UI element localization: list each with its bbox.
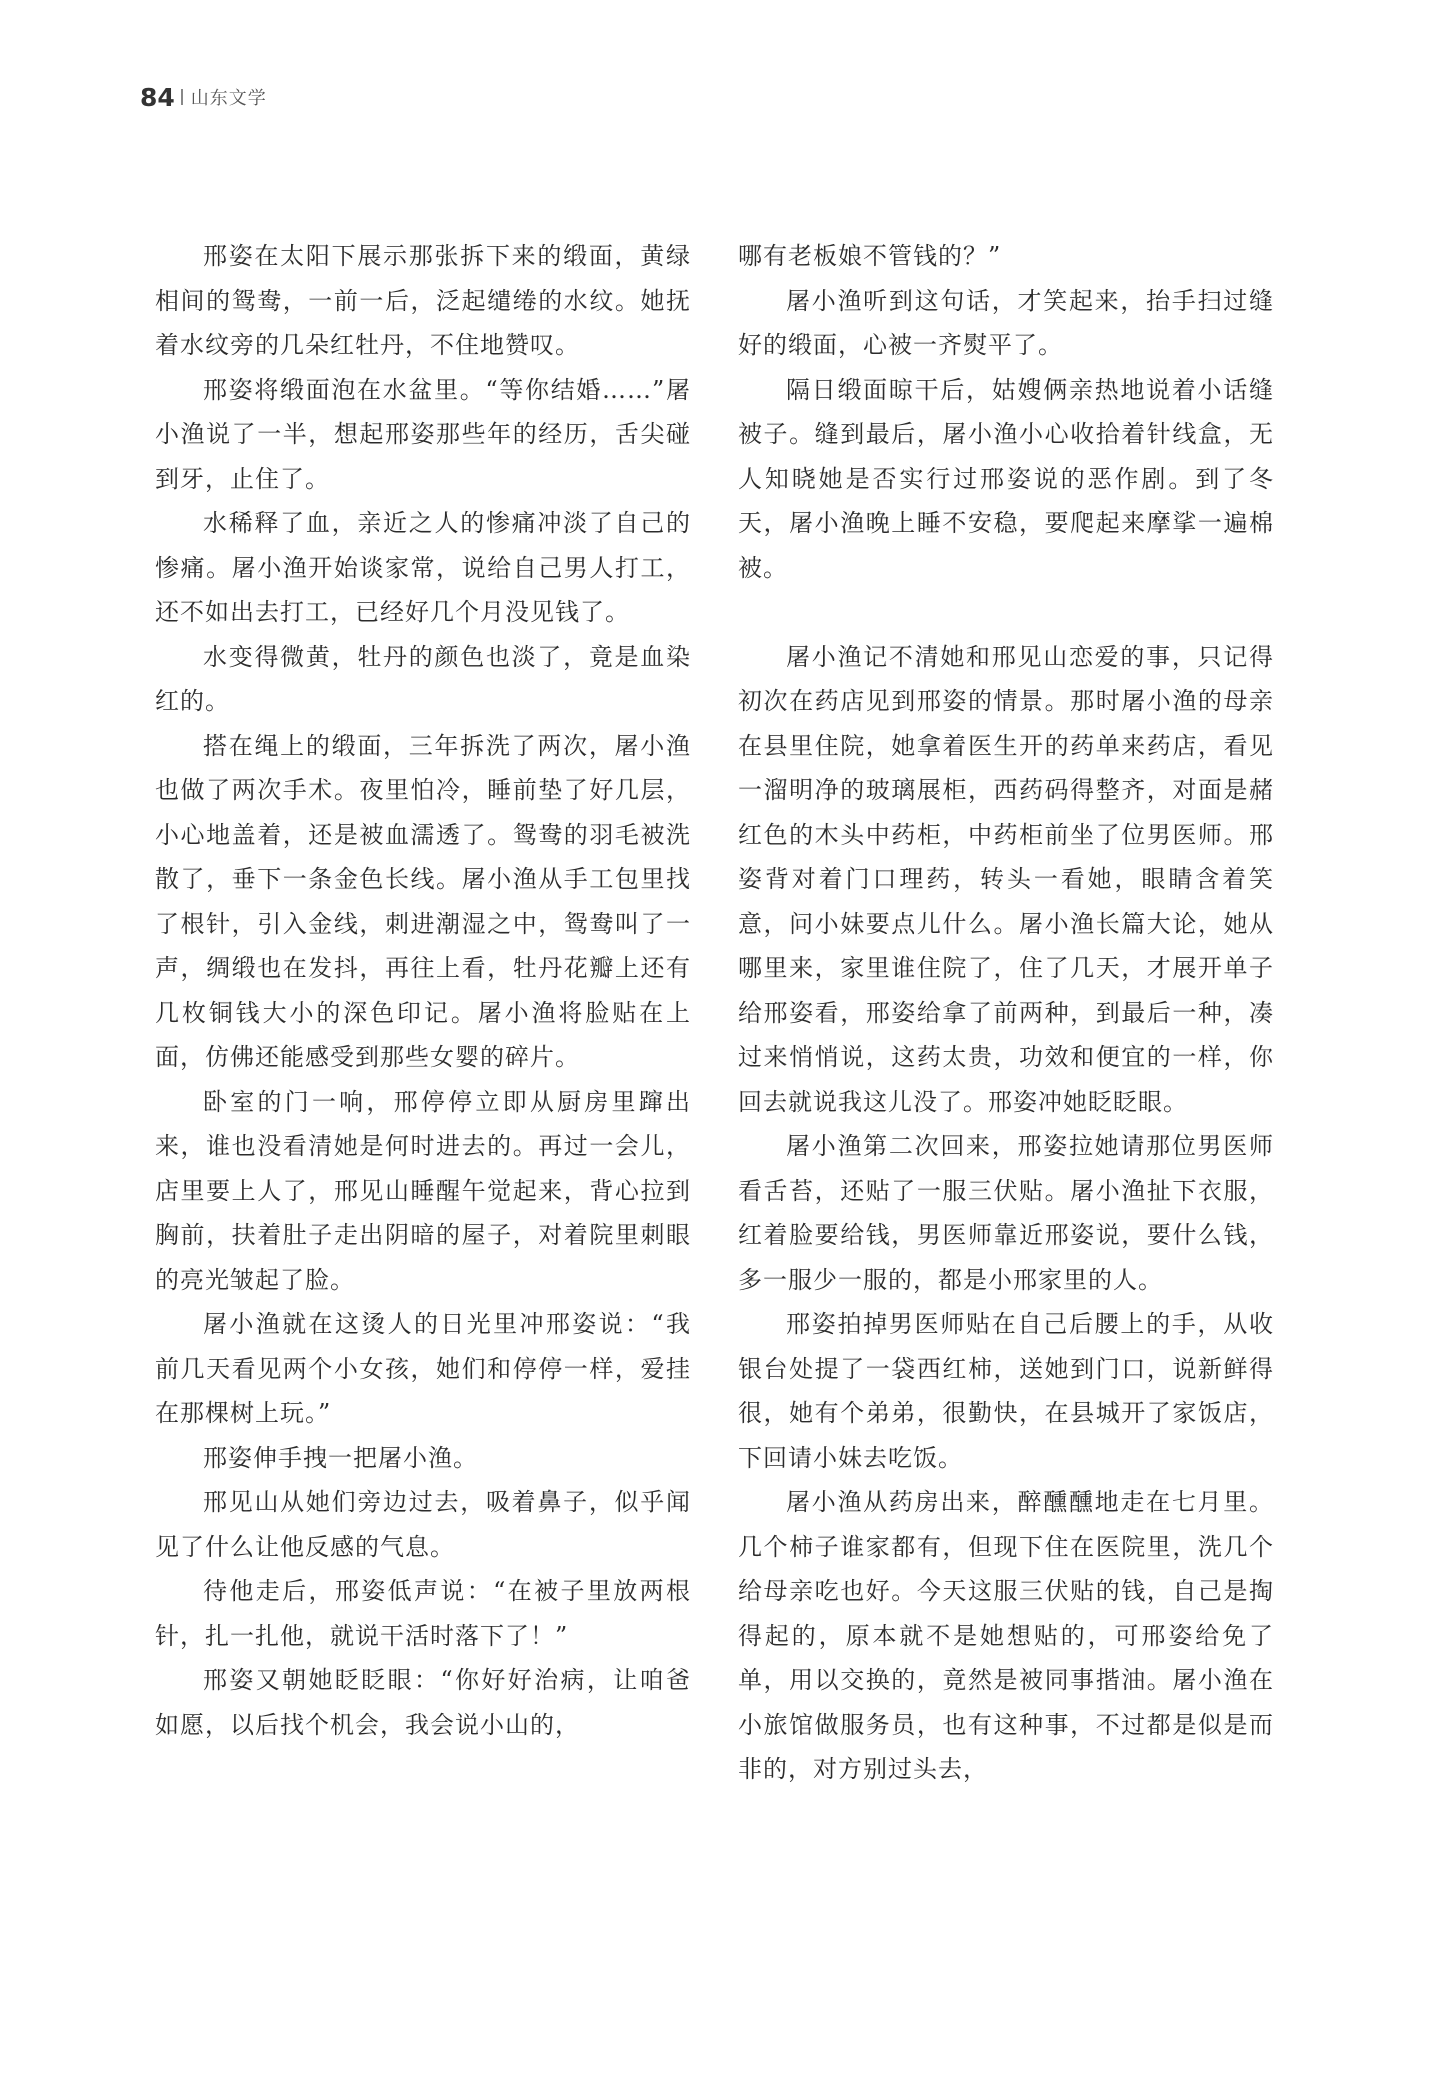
paragraph: 邢姿在太阳下展示那张拆下来的缎面，黄绿相间的鸳鸯，一前一后，泛起缱绻的水纹。她抚着水纹旁的几朵红牡丹，不住地赞叹。 [155,242,691,359]
paragraph: 隔日缎面晾干后，姑嫂俩亲热地说着小话缝被子。缝到最后，屠小渔小心收拾着针线盒，无人知晓她是否实行过邢姿说的恶作剧。到了冬天，屠小渔晚上睡不安稳，要爬起来摩挲一遍棉被。 [738,375,1274,582]
running-header [140,82,267,112]
paragraph: 屠小渔从药房出来，醉醺醺地走在七月里。几个柿子谁家都有，但现下住在医院里，洗几个给母亲吃也好。今天这服三伏贴的钱，自己是掏得起的，原本就不是她想贴的，可邢姿给免了单，用以交换的，竟然是被同事揩油。屠小渔在小旅馆做服务员，也有这种事，不过都是似是而非的，对方别过头去， [738,1488,1274,1783]
paragraph: 水变得微黄，牡丹的颜色也淡了，竟是血染红的。 [155,642,691,715]
page-number: 84 [140,82,175,112]
right-text-column [738,234,1274,1792]
paragraph: 邢姿伸手拽一把屠小渔。 [203,1443,478,1472]
paragraph: 屠小渔就在这烫人的日光里冲邢姿说：“我前几天看见两个小女孩，她们和停停一样，爱挂在那棵树上玩。” [155,1310,691,1427]
paragraph: 邢姿拍掉男医师贴在自己后腰上的手，从收银台处提了一袋西红柿，送她到门口，说新鲜得很，她有个弟弟，很勤快，在县城开了家饭店，下回请小妹去吃饭。 [738,1310,1274,1472]
section-break [738,590,1274,635]
paragraph: 邢姿将缎面泡在水盆里。“等你结婚……”屠小渔说了一半，想起邢姿那些年的经历，舌尖碰到牙，止住了。 [155,375,691,493]
paragraph: 邢姿又朝她眨眨眼：“你好好治病，让咱爸如愿，以后找个机会，我会说小山的， [155,1666,691,1739]
paragraph: 屠小渔记不清她和邢见山恋爱的事，只记得初次在药店见到邢姿的情景。那时屠小渔的母亲在县里住院，她拿着医生开的药单来药店，看见一溜明净的玻璃展柜，西药码得整齐，对面是赭红色的木头中药柜，中药柜前坐了位男医师。邢姿背对着门口理药，转头一看她，眼睛含着笑意，问小妹要点儿什么。屠小渔长篇大论，她从哪里来，家里谁住院了，住了几天，才展开单子给邢姿看，邢姿给拿了前两种，到最后一种，凑过来悄悄说，这药太贵，功效和便宜的一样，你回去就说我这儿没了。邢姿冲她眨眨眼。 [738,642,1274,1116]
left-text-column [155,234,691,1747]
paragraph: 搭在绳上的缎面，三年拆洗了两次，屠小渔也做了两次手术。夜里怕冷，睡前垫了好几层，小心地盖着，还是被血濡透了。鸳鸯的羽毛被洗散了，垂下一条金色长线。屠小渔从手工包里找了根针，引入金线，刺进潮湿之中，鸳鸯叫了一声，绸缎也在发抖，再往上看，牡丹花瓣上还有几枚铜钱大小的深色印记。屠小渔将脸贴在上面，仿佛还能感受到那些女婴的碎片。 [155,731,691,1071]
journal-title: 山东文学 [190,88,267,109]
paragraph: 屠小渔第二次回来，邢姿拉她请那位男医师看舌苔，还贴了一服三伏贴。屠小渔扯下衣服，红着脸要给钱，男医师靠近邢姿说，要什么钱，多一服少一服的，都是小邢家里的人。 [738,1132,1274,1294]
paragraph-continued: 哪有老板娘不管钱的？” [738,242,1002,270]
paragraph: 邢见山从她们旁边过去，吸着鼻子，似乎闻见了什么让他反感的气息。 [155,1488,691,1561]
paragraph: 卧室的门一响，邢停停立即从厨房里蹿出来，谁也没看清她是何时进去的。再过一会儿，店里要上人了，邢见山睡醒午觉起来，背心拉到胸前，扶着肚子走出阴暗的屋子，对着院里刺眼的亮光皱起了脸。 [155,1087,691,1294]
paragraph: 水稀释了血，亲近之人的惨痛冲淡了自己的惨痛。屠小渔开始谈家常，说给自己男人打工，还不如出去打工，已经好几个月没见钱了。 [155,509,691,626]
paragraph: 屠小渔听到这句话，才笑起来，抬手扫过缝好的缎面，心被一齐熨平了。 [738,286,1274,359]
header-divider [181,89,183,105]
paragraph: 待他走后，邢姿低声说：“在被子里放两根针，扎一扎他，就说干活时落下了！” [155,1577,691,1650]
